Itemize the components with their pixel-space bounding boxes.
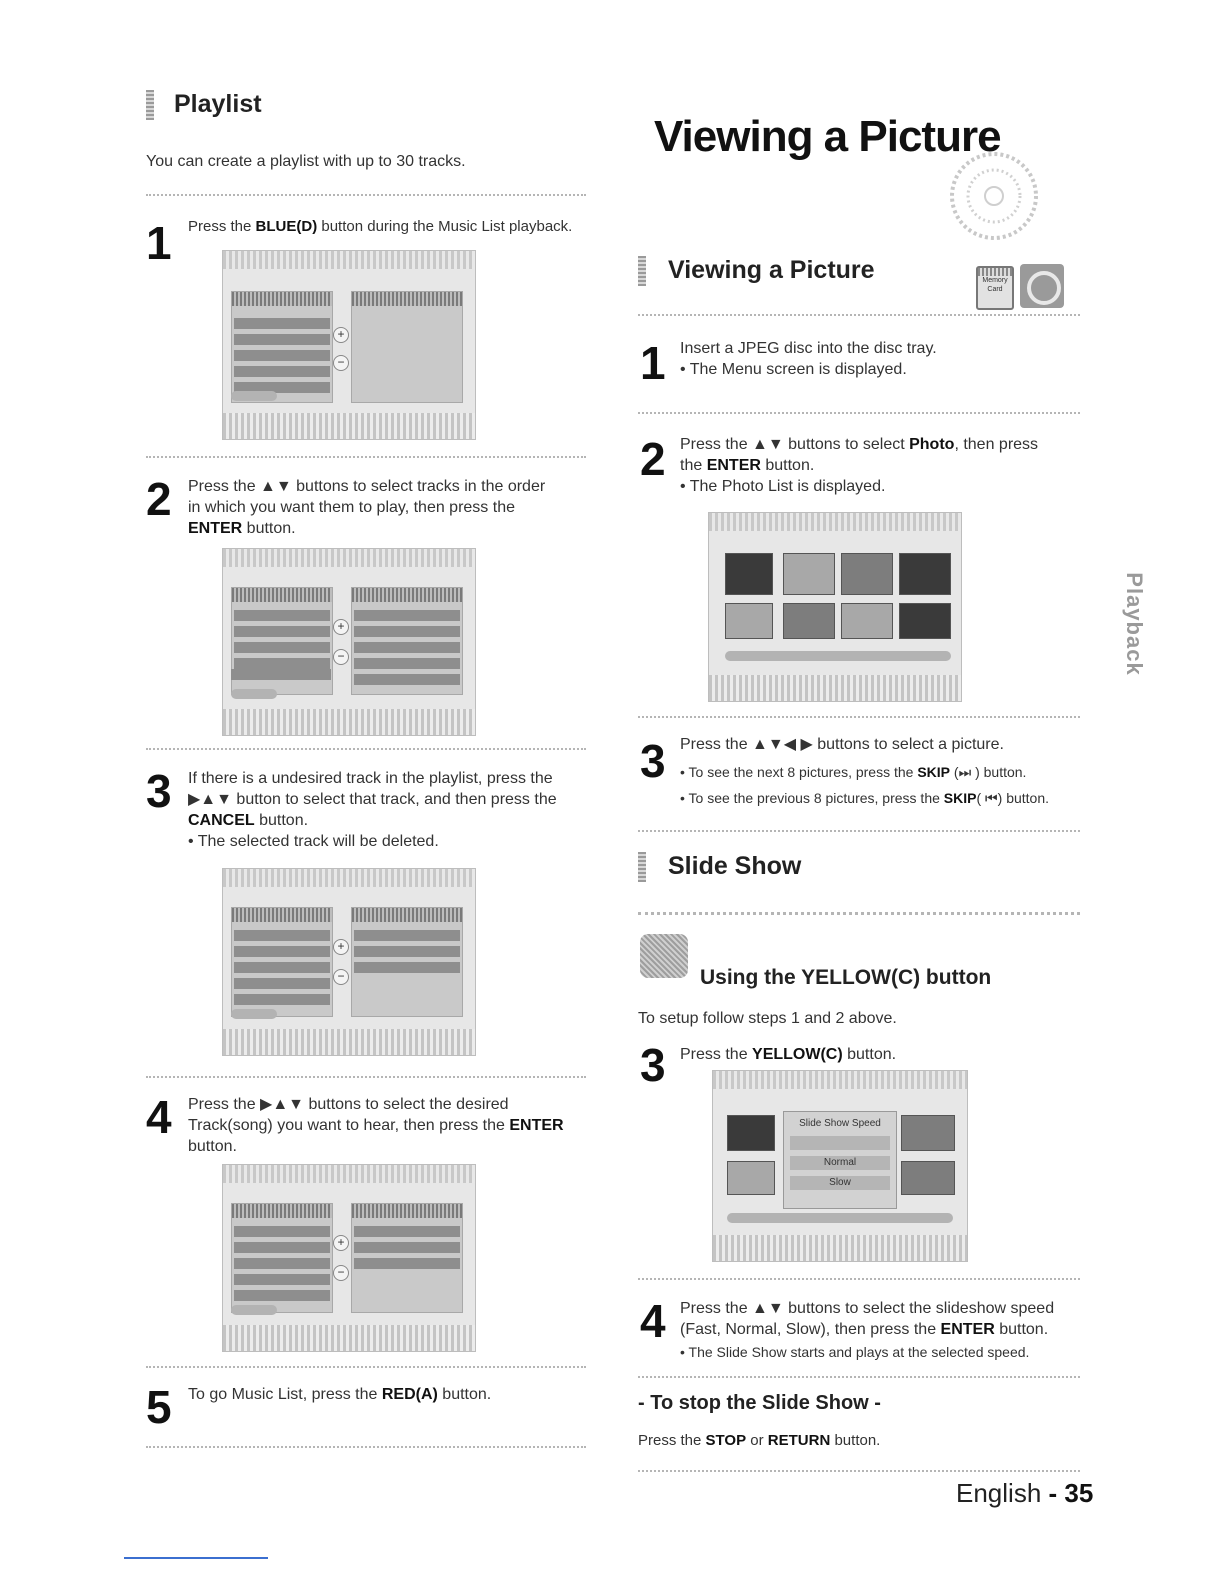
photo-list-screen [708,512,962,702]
heading-marker [638,256,646,286]
step-text: Press the BLUE(D) button during the Music List playback. [188,218,573,235]
divider [638,830,1080,832]
speed-normal-label: Normal [823,1157,857,1168]
divider [638,314,1080,316]
step-text: Press the ▲▼ buttons to select Photo, then press the ENTER button. • The Photo List is displayed. [680,436,1039,495]
side-tab-playback: Playback [1122,572,1147,676]
step-text: Press the ▲▼◀ ▶ buttons to select a picture. [680,736,1004,753]
step-note: • To see the next 8 pictures, press the SKIP (⏭ ) button. • To see the previous 8 pictures, press the SKIP( ⏮) button. [680,764,1050,806]
step-number: 4 [146,1091,172,1143]
step-number: 3 [640,1039,666,1091]
bottom-rule [124,1557,268,1559]
step-number: 1 [640,337,666,389]
step-text: Press the ▲▼ buttons to select the slideshow speed (Fast, Normal, Slow), then press the ENTER button. [680,1300,1055,1338]
divider [638,412,1080,414]
yellow-heading: Using the YELLOW(C) button [700,966,992,989]
step-number: 1 [146,217,172,269]
divider [146,1446,586,1448]
heading-marker [146,90,154,120]
heading-marker [638,852,646,882]
divider [146,1076,586,1078]
slide-show-speed-label: Slide Show Speed [799,1118,881,1129]
step-text: Press the ▶▲▼ buttons to select the desired Track(song) you want to hear, then press the ENTER button. [188,1096,564,1155]
step-text: Insert a JPEG disc into the disc tray. • The Menu screen is displayed. [680,340,937,378]
step-text: If there is a undesired track in the playlist, press the ▶▲▼ button to select that track, and then press the CANCEL button. • The selected track will be deleted. [188,770,557,850]
divider [638,1376,1080,1378]
divider [638,1278,1080,1280]
setup-text: To setup follow steps 1 and 2 above. [638,1010,897,1027]
memory-card-icon: Memory Card [976,266,1014,310]
slide-show-heading: Slide Show [668,852,802,880]
step-number: 3 [640,735,666,787]
step-text: Press the ▲▼ buttons to select tracks in the order in which you want them to play, then press the ENTER button. [188,478,546,537]
playlist-intro: You can create a playlist with up to 30 tracks. [146,153,466,170]
disc-icon [1020,264,1064,308]
step-text: Press the YELLOW(C) button. [680,1046,897,1063]
stop-text: Press the STOP or RETURN button. [638,1432,881,1449]
divider [146,194,586,196]
yellow-button-icon [640,934,688,978]
step-number: 3 [146,765,172,817]
playlist-screen-4: + − [222,1164,476,1352]
step-number: 2 [146,473,172,525]
disc-decoration-icon [948,150,1040,242]
slide-show-speed-screen [712,1070,968,1262]
stop-heading: - To stop the Slide Show - [638,1392,881,1414]
speed-slow-label: Slow [829,1177,851,1188]
playlist-heading: Playlist [174,90,262,118]
step-number: 4 [640,1295,666,1347]
playlist-screen-1: + − [222,250,476,440]
divider [146,748,586,750]
page-title: Viewing a Picture [654,112,1001,161]
divider [146,1366,586,1368]
divider [638,912,1080,915]
step-number: 5 [146,1381,172,1433]
step-text: To go Music List, press the RED(A) button. [188,1386,492,1403]
page-footer: English - 35 [956,1478,1094,1508]
playlist-screen-3: + − [222,868,476,1056]
step-number: 2 [640,433,666,485]
playlist-screen-2: + − [222,548,476,736]
step-note: • The Slide Show starts and plays at the selected speed. [680,1344,1030,1360]
viewing-heading: Viewing a Picture [668,256,875,284]
divider [638,1470,1080,1472]
divider [638,716,1080,718]
divider [146,456,586,458]
